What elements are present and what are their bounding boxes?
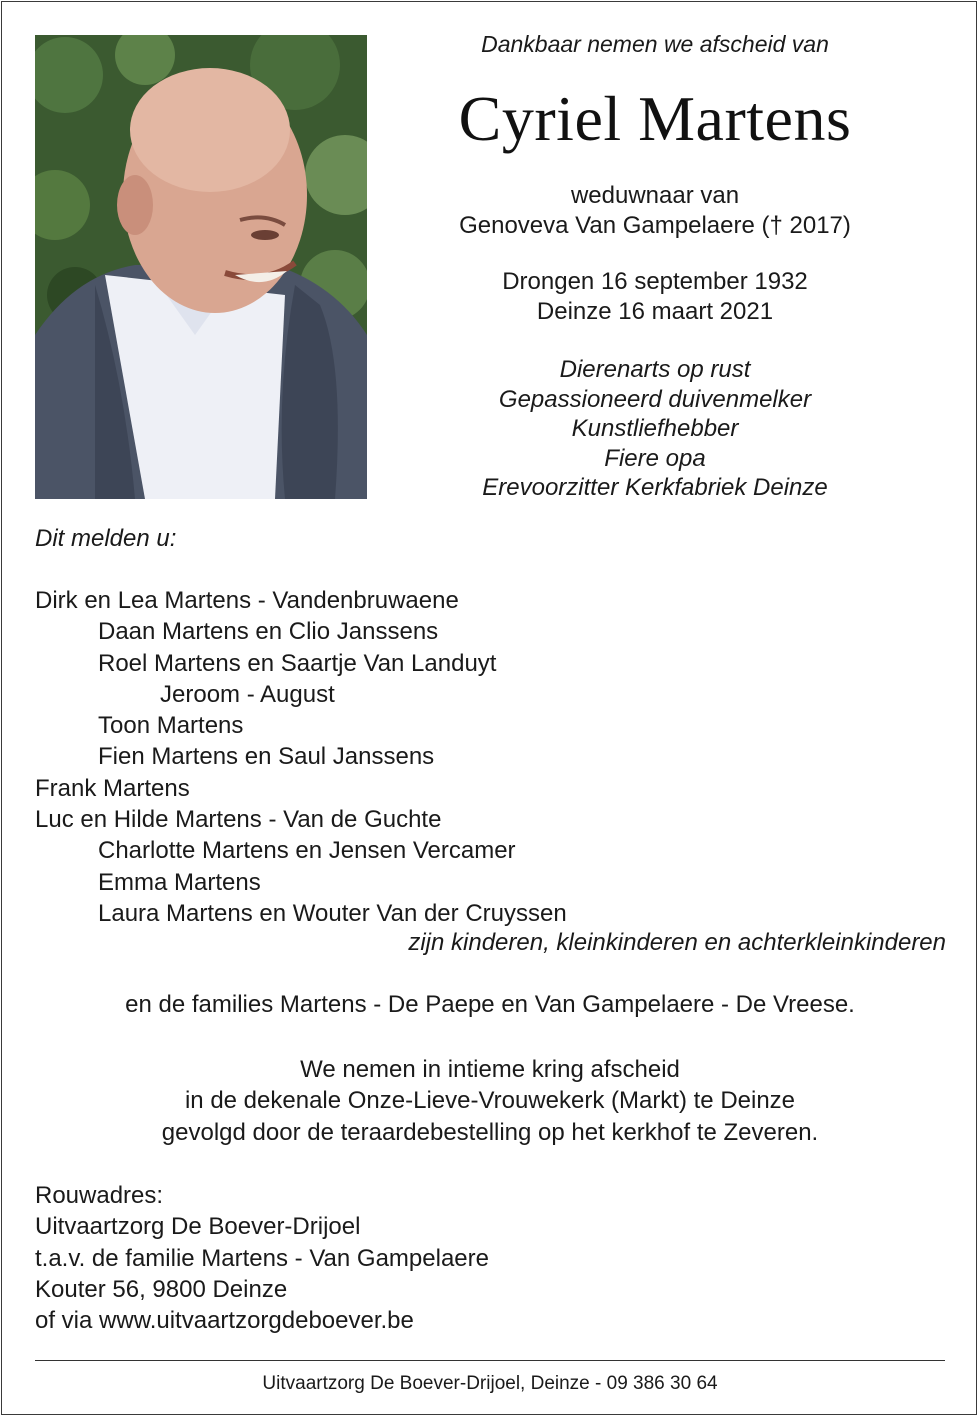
families-text: en de families Martens - De Paepe en Van Gampelaere - De Vreese. [125, 991, 855, 1018]
portrait-illustration [35, 35, 367, 499]
deceased-name: Cyriel Martens [458, 83, 852, 154]
address-line: Kouter 56, 9800 Deinze [35, 1275, 288, 1303]
family-member: Charlotte Martens en Jensen Vercamer [98, 837, 516, 865]
title-line: Fiere opa [604, 444, 706, 472]
address-line: Uitvaartzorg De Boever-Drijoel [35, 1213, 361, 1241]
address-section [35, 1180, 489, 1336]
title-line: Gepassioneerd duivenmelker [498, 385, 812, 413]
relation-text: zijn kinderen, kleinkinderen en achterkleinkinderen [408, 929, 946, 956]
address-heading: Rouwadres: [35, 1182, 164, 1209]
family-member: Toon Martens [98, 712, 244, 740]
family-member: Emma Martens [98, 868, 261, 896]
title-line: Dierenarts op rust [559, 356, 751, 383]
death-date: Deinze 16 maart 2021 [536, 297, 774, 325]
ceremony-section [0, 1054, 980, 1148]
family-member: Laura Martens en Wouter Van der Cruyssen [98, 899, 567, 927]
address-line: t.a.v. de familie Martens - Van Gampelaere [35, 1244, 489, 1272]
spouse-name: Genoveva Van Gampelaere († 2017) [459, 211, 851, 239]
family-member: Fien Martens en Saul Janssens [98, 743, 435, 771]
ceremony-line: gevolgd door de teraardebestelling op het kerkhof te Zeveren. [161, 1118, 819, 1146]
ceremony-line: in de dekenale Onze-Lieve-Vrouwekerk (Markt) te Deinze [184, 1087, 796, 1115]
address-website: of via www.uitvaartzorgdeboever.be [35, 1307, 414, 1335]
birth-date: Drongen 16 september 1932 [502, 268, 808, 295]
dates-section [400, 267, 910, 326]
family-member: Daan Martens en Clio Janssens [98, 618, 439, 646]
widow-label: weduwnaar van [570, 182, 740, 209]
intro-text: Dankbaar nemen we afscheid van [481, 31, 829, 57]
family-member: Roel Martens en Saartje Van Landuyt [98, 649, 497, 677]
ceremony-line: We nemen in intieme kring afscheid [300, 1056, 680, 1083]
family-member: Luc en Hilde Martens - Van de Guchte [35, 806, 442, 834]
title-line: Erevoorzitter Kerkfabriek Deinze [482, 474, 828, 501]
family-member: Frank Martens [35, 774, 190, 802]
announce-text: Dit melden u: [35, 525, 177, 552]
footer-text: Uitvaartzorg De Boever-Drijoel, Deinze - 09 386 30 64 [262, 1373, 718, 1394]
footer-divider [35, 1360, 945, 1361]
widow-section [400, 181, 910, 240]
family-member: Jeroom - August [160, 680, 335, 708]
title-line: Kunstliefhebber [571, 415, 739, 442]
titles-section [400, 355, 910, 503]
portrait-photo [35, 35, 367, 499]
family-member: Dirk en Lea Martens - Vandenbruwaene [35, 587, 459, 614]
family-list [35, 585, 567, 929]
